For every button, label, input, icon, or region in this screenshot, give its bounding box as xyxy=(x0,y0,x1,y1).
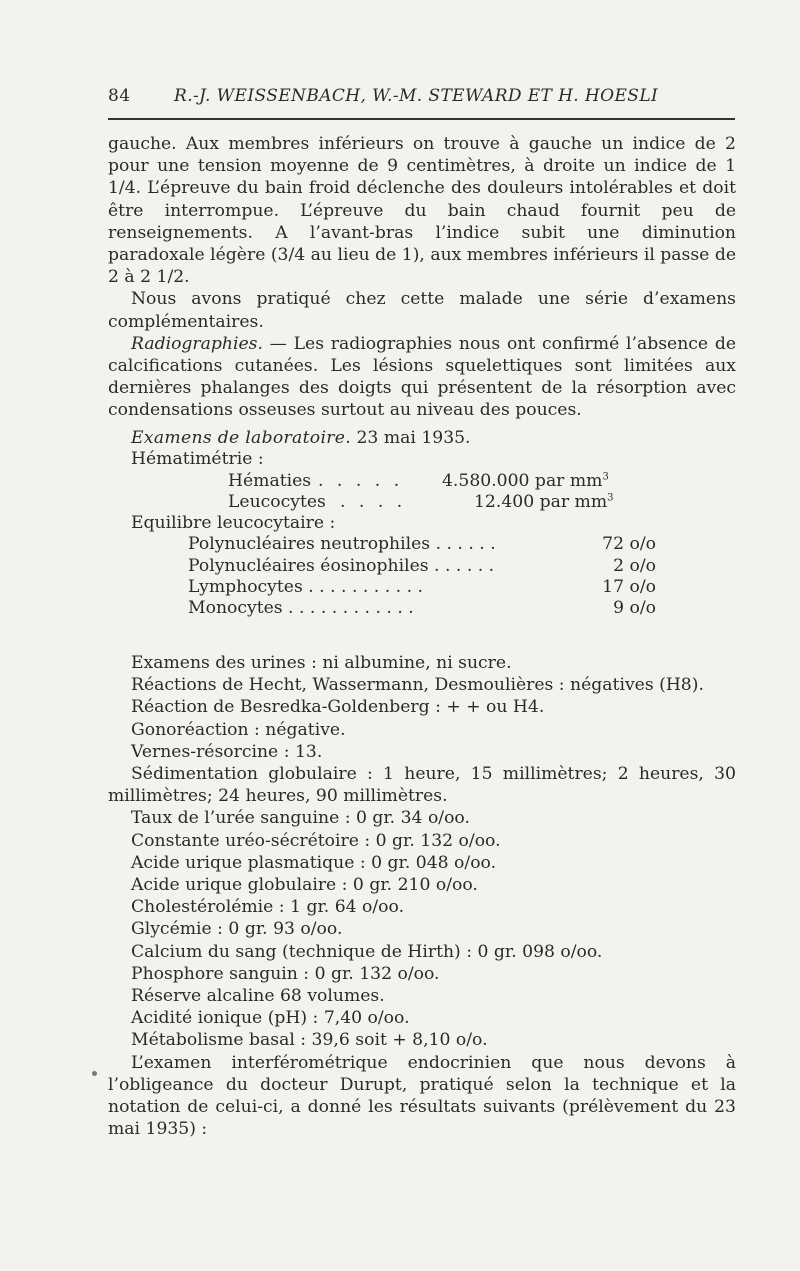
result-line: Taux de l’urée sanguine : 0 gr. 34 o/oo. xyxy=(131,808,470,829)
radiographies-paragraph xyxy=(108,333,736,422)
formula-row xyxy=(108,556,736,577)
results-section xyxy=(108,652,736,1140)
result-line: Métabolisme basal : 39,6 soit + 8,10 o/o. xyxy=(131,1030,488,1051)
leader-dots: . . . . . xyxy=(318,470,404,491)
leucocytes-value: 12.400 par mm xyxy=(474,491,608,512)
lab-title: Examens de laboratoire. xyxy=(131,428,352,448)
formula-value: 2 o/o xyxy=(613,555,656,576)
result-line: Glycémie : 0 gr. 93 o/oo. xyxy=(131,919,343,940)
result-line: Cholestérolémie : 1 gr. 64 o/oo. xyxy=(131,897,405,918)
hematies-row xyxy=(108,471,736,492)
result-line: Constante uréo-sécrétoire : 0 gr. 132 o/oo. xyxy=(131,830,501,851)
result-line: Acide urique globulaire : 0 gr. 210 o/oo. xyxy=(131,875,478,896)
formula-row xyxy=(108,598,736,619)
unit-exponent: 3 xyxy=(602,470,609,482)
formula-value: 72 o/o xyxy=(602,534,656,555)
leucocytes-row xyxy=(108,492,736,513)
laboratory-section xyxy=(108,428,736,620)
result-line: Vernes-résorcine : 13. xyxy=(131,741,323,762)
page-number: 84 xyxy=(108,86,131,106)
leader-dots: . . . . xyxy=(340,491,407,512)
result-line: Gonoréaction : négative. xyxy=(131,719,346,740)
hematimetrie-title: Hématimétrie : xyxy=(131,449,264,470)
radiographies-heading: Radiographies. xyxy=(131,333,263,354)
leucocytes-label: Leucocytes xyxy=(228,491,326,512)
unit-exponent: 3 xyxy=(607,492,614,504)
result-line: Réserve alcaline 68 volumes. xyxy=(131,986,385,1007)
header-rule xyxy=(108,118,735,120)
lab-date: 23 mai 1935. xyxy=(351,428,471,448)
equilibre-title: Equilibre leucocytaire : xyxy=(131,513,336,534)
formula-row xyxy=(108,577,736,598)
radiographies-text: — Les radiographies nous ont confirmé l’absence de calcifications cutanées. Les lésions squelettiques sont limitées aux dernières phalanges des doigts qui présentent de la résorption avec condensations osseuses surtout au niveau des pouces. xyxy=(108,333,736,421)
result-line: Examens des urines : ni albumine, ni sucre. xyxy=(131,653,512,673)
formula-label: Lymphocytes . . . . . . . . . . . xyxy=(188,577,423,598)
hematies-value: 4.580.000 par mm xyxy=(442,470,603,491)
result-line: Réaction de Besredka-Goldenberg : + + ou H4. xyxy=(131,697,545,718)
formula-value: 17 o/o xyxy=(602,577,656,598)
paragraph: Nous avons pratiqué chez cette malade une série d’examens complémentaires. xyxy=(108,289,736,332)
result-line: Phosphore sanguin : 0 gr. 132 o/oo. xyxy=(131,963,440,984)
lab-title-row xyxy=(108,428,736,449)
result-line: Acidité ionique (pH) : 7,40 o/oo. xyxy=(131,1008,410,1029)
closing-paragraph: L’examen interférométrique endocrinien que nous devons à l’obligeance du docteur Durupt, pratiqué selon la technique et la notation de celui-ci, a donné les résultats suivants (prélèvement du 23 mai 1935) : xyxy=(108,1052,736,1140)
formula-row xyxy=(108,534,736,555)
margin-mark xyxy=(92,1071,97,1076)
running-head: R.-J. WEISSENBACH, W.-M. STEWARD ET H. HOESLI xyxy=(174,86,659,106)
result-line: Sédimentation globulaire : 1 heure, 15 millimètres; 2 heures, 30 millimètres; 24 heures, 90 millimètres. xyxy=(108,764,736,807)
hematies-label: Hématies xyxy=(228,470,312,491)
formula-value: 9 o/o xyxy=(613,598,656,619)
paragraph: gauche. Aux membres inférieurs on trouve à gauche un indice de 2 pour une tension moyenne de 9 centimètres, à droite un indice de 1 1/4. L’épreuve du bain froid déclenche des douleurs intolérables et doit être interrompue. L’épreuve du bain chaud fournit peu de renseignements. A l’avant-bras l’indice subit une diminution paradoxale légère (3/4 au lieu de 1), aux membres inférieurs il passe de 2 à 2 1/2. xyxy=(108,134,736,288)
formula-label: Monocytes . . . . . . . . . . . . xyxy=(188,598,414,619)
body-text-top xyxy=(108,133,736,422)
result-line: Acide urique plasmatique : 0 gr. 048 o/oo. xyxy=(131,852,497,873)
result-line: Calcium du sang (technique de Hirth) : 0 gr. 098 o/oo. xyxy=(131,941,603,962)
formula-label: Polynucléaires éosinophiles . . . . . . xyxy=(188,555,495,576)
formula-label: Polynucléaires neutrophiles . . . . . . xyxy=(188,534,496,555)
result-line: Réactions de Hecht, Wassermann, Desmoulières : négatives (H8). xyxy=(131,675,704,696)
